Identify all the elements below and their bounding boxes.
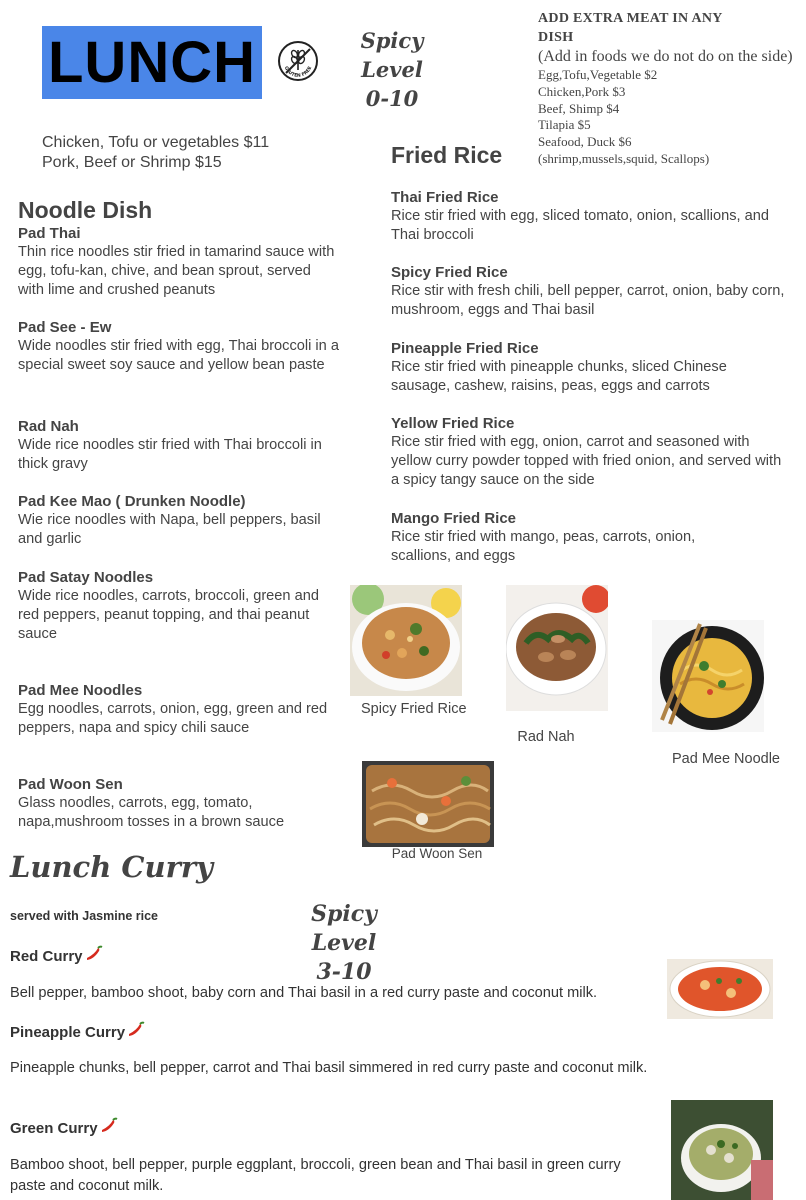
spicy-level-bottom bbox=[280, 900, 408, 987]
menu-item-name: Pad Thai bbox=[18, 225, 81, 242]
extra-meat-price-line: Beef, Shimp $4 bbox=[538, 100, 620, 116]
served-with-note: served with Jasmine rice bbox=[10, 909, 158, 923]
extra-meat-box bbox=[538, 9, 806, 168]
menu-item-desc: Rice stir fried with egg, sliced tomato, onion, scallions, and Thai broccoli bbox=[391, 208, 769, 243]
chili-pepper-icon bbox=[126, 1021, 146, 1044]
curry-desc: Bamboo shoot, bell pepper, purple eggplant, broccoli, green bean and Thai basil in green curry paste and coconut milk. bbox=[10, 1157, 621, 1194]
menu-item-name: Pineapple Fried Rice bbox=[391, 340, 539, 357]
price-line: Chicken, Tofu or vegetables $11 bbox=[42, 134, 270, 151]
gluten-free-icon bbox=[277, 40, 319, 82]
pad-woon-sen-photo bbox=[362, 761, 494, 847]
menu-item bbox=[18, 417, 340, 474]
fried-rice-title: Fried Rice bbox=[391, 142, 503, 168]
menu-item-name: Thai Fried Rice bbox=[391, 189, 499, 206]
extra-meat-note: (Add in foods we do not do on the side) bbox=[538, 48, 793, 65]
menu-item bbox=[18, 775, 318, 832]
menu-item-name: Pad Kee Mao ( Drunken Noodle) bbox=[18, 493, 246, 510]
spicy-level-title: Spicy Level bbox=[360, 28, 424, 82]
menu-item bbox=[391, 263, 787, 320]
menu-item-desc: Rice stir with fresh chili, bell pepper, carrot, onion, baby corn, mushroom, eggs and Thai basil bbox=[391, 283, 785, 318]
photo-caption: Rad Nah bbox=[517, 729, 575, 745]
curry-name: Pineapple Curry bbox=[10, 1024, 126, 1041]
chili-pepper-icon bbox=[99, 1117, 119, 1140]
green-curry-photo bbox=[671, 1100, 773, 1200]
photo-caption: Pad Mee Noodle bbox=[671, 751, 780, 767]
spicy-level-top bbox=[332, 26, 452, 113]
menu-item-desc: Rice stir fried with pineapple chunks, sliced Chinese sausage, cashew, raisins, peas, eggs and carrots bbox=[391, 359, 727, 394]
photo-caption: Spicy Fried Rice bbox=[361, 701, 467, 717]
menu-item bbox=[391, 509, 731, 566]
menu-item-name: Pad Mee Noodles bbox=[18, 682, 143, 699]
menu-item-name: Yellow Fried Rice bbox=[391, 415, 515, 432]
menu-item-desc: Thin rice noodles stir fried in tamarind sauce with egg, tofu-kan, chive, and bean sprout, served with lime and crushed peanuts bbox=[18, 244, 335, 298]
extra-meat-price-line: Egg,Tofu,Vegetable $2 bbox=[538, 67, 658, 82]
curry-item bbox=[10, 945, 104, 968]
menu-item-desc: Wide rice noodles stir fried with Thai broccoli in thick gravy bbox=[18, 437, 322, 472]
menu-item bbox=[18, 224, 340, 300]
pad-mee-photo bbox=[652, 620, 764, 732]
chili-pepper-icon bbox=[84, 945, 104, 968]
gluten-free-label: GLUTEN FREE bbox=[282, 65, 314, 79]
extra-meat-price-line: (shrimp,mussels,squid, Scallops) bbox=[538, 150, 710, 166]
extra-meat-title-2: DISH bbox=[538, 30, 574, 45]
menu-item-desc: Wide noodles stir fried with egg, Thai broccoli in a special sweet soy sauce and yellow bean paste bbox=[18, 338, 339, 373]
curry-desc: Bell pepper, bamboo shoot, baby corn and Thai basil in a red curry paste and coconut milk. bbox=[10, 985, 598, 1001]
extra-meat-title: ADD EXTRA MEAT IN ANY bbox=[538, 11, 723, 26]
extra-meat-list bbox=[538, 67, 806, 168]
menu-item-desc: Egg noodles, carrots, onion, egg, green and red peppers, napa and spicy chili sauce bbox=[18, 701, 328, 736]
spicy-level-range: 3-10 bbox=[316, 959, 372, 985]
menu-item-desc: Rice stir fried with egg, onion, carrot and seasoned with yellow curry powder topped with fried onion, and served with a spicy tangy sauce on the side bbox=[391, 434, 782, 488]
noodle-dish-title: Noodle Dish bbox=[18, 197, 153, 223]
menu-item-desc: Wide rice noodles, carrots, broccoli, green and red peppers, peanut topping, and thai peanut sauce bbox=[18, 588, 319, 642]
extra-meat-price-line: Tilapia $5 bbox=[538, 117, 591, 133]
menu-item bbox=[391, 414, 787, 490]
menu-item bbox=[18, 568, 340, 644]
extra-meat-price-line: Chicken,Pork $3 bbox=[538, 83, 626, 99]
curry-name: Red Curry bbox=[10, 948, 83, 965]
menu-item bbox=[391, 188, 787, 245]
spicy-fried-rice-photo bbox=[350, 585, 462, 696]
red-curry-photo bbox=[667, 959, 773, 1019]
menu-item-name: Rad Nah bbox=[18, 418, 79, 435]
lunch-title: LUNCH bbox=[42, 26, 262, 99]
menu-item-name: Pad Woon Sen bbox=[18, 776, 123, 793]
menu-item-name: Pad Satay Noodles bbox=[18, 569, 154, 586]
photo-caption: Pad Woon Sen bbox=[391, 846, 483, 861]
menu-item-name: Mango Fried Rice bbox=[391, 510, 517, 527]
menu-item-desc: Wie rice noodles with Napa, bell peppers, basil and garlic bbox=[18, 512, 321, 547]
menu-item bbox=[18, 318, 340, 375]
curry-item bbox=[10, 1117, 119, 1140]
menu-item bbox=[18, 681, 340, 738]
menu-item-desc: Rice stir fried with mango, peas, carrots, onion, scallions, and eggs bbox=[391, 529, 696, 564]
protein-prices bbox=[42, 133, 269, 173]
menu-item-name: Spicy Fried Rice bbox=[391, 264, 508, 281]
lunch-curry-title: Lunch Curry bbox=[10, 850, 213, 884]
menu-item-desc: Glass noodles, carrots, egg, tomato, napa,mushroom tosses in a brown sauce bbox=[18, 795, 285, 830]
menu-item bbox=[391, 339, 787, 396]
spicy-level-title: Spicy Level bbox=[311, 901, 377, 956]
curry-name: Green Curry bbox=[10, 1120, 98, 1137]
menu-item bbox=[18, 492, 340, 549]
price-line: Pork, Beef or Shrimp $15 bbox=[42, 154, 222, 171]
menu-item-name: Pad See - Ew bbox=[18, 319, 112, 336]
extra-meat-price-line: Seafood, Duck $6 bbox=[538, 134, 632, 150]
rad-nah-photo bbox=[506, 585, 608, 711]
curry-item bbox=[10, 1021, 146, 1044]
curry-desc: Pineapple chunks, bell pepper, carrot and Thai basil simmered in red curry paste and coconut milk. bbox=[10, 1060, 648, 1076]
spicy-level-range: 0-10 bbox=[365, 86, 419, 111]
